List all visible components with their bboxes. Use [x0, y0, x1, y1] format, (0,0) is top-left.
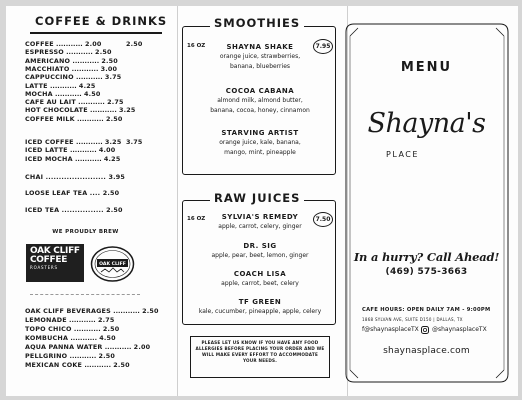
- menu-item-leader: ...........: [52, 89, 84, 98]
- menu-item-row: [25, 343, 165, 351]
- menu-item-leader: ...........: [110, 307, 143, 315]
- menu-item-price: 4.50: [83, 89, 101, 98]
- menu-item-price: 2.50: [98, 352, 116, 360]
- instagram-handle[interactable]: @shaynasplaceTX: [432, 326, 487, 333]
- phone-number[interactable]: (469) 575-3663: [385, 267, 468, 277]
- brand-script-logo: Shayna's: [367, 108, 486, 139]
- menu-item-name: LOOSE LEAF TEA: [25, 189, 88, 197]
- menu-item-name: CHAI: [25, 173, 44, 181]
- menu-item-price: 2.75: [97, 316, 115, 324]
- smoothies-price-badge: 7.95: [313, 39, 333, 54]
- menu-item-row: [25, 73, 165, 81]
- menu-item-leader: ................: [59, 206, 107, 214]
- menu-item-price: 2.50: [113, 361, 130, 369]
- oak-logo-line2: CLIFF: [53, 246, 80, 256]
- oak-cliff-coffee-logo: [26, 244, 84, 282]
- menu-item-leader: ...........: [102, 343, 134, 351]
- menu-item-price: 4.25: [78, 81, 96, 90]
- menu-item-name: ESPRESSO: [25, 48, 64, 57]
- menu-item-price: 2.50: [142, 307, 159, 315]
- menu-item-row: [25, 206, 165, 214]
- menu-item-leader: ...........: [66, 316, 98, 324]
- menu-item-leader: ...........: [73, 138, 105, 146]
- menu-item-leader: ....: [87, 189, 103, 197]
- menu-item-row: [25, 307, 165, 315]
- drink-name: TF GREEN: [238, 298, 282, 306]
- menu-item-price: 2.50: [95, 48, 112, 57]
- menu-item-row: [25, 361, 165, 369]
- menu-item-row: [25, 48, 165, 56]
- menu-item-price: 4.00: [98, 146, 116, 155]
- oak-logo-line1: OAK: [30, 246, 51, 256]
- oak-logo-line4: ROASTERS: [30, 265, 58, 270]
- menu-item-row: [25, 173, 165, 181]
- drink-item: [190, 129, 330, 157]
- facebook-handle[interactable]: f@shaynasplaceTX: [362, 326, 419, 333]
- menu-item-name: ICED COFFEE: [25, 138, 74, 146]
- drink-ingredients: orange juice, strawberries,: [219, 53, 301, 60]
- drink-name: COCOA CABANA: [225, 87, 295, 95]
- menu-item-price: 4.25: [103, 154, 121, 163]
- menu-item-leader: ...........: [47, 81, 79, 90]
- menu-item-leader: ...........: [82, 361, 114, 369]
- menu-item-row: [25, 155, 165, 163]
- coffee-title-rule: [30, 32, 162, 34]
- drink-name: DR. SIG: [243, 242, 277, 250]
- menu-item-price: 2.75: [107, 98, 124, 107]
- drink-item: [190, 213, 330, 231]
- drink-item: [190, 298, 330, 316]
- menu-item-price: 2.50: [102, 189, 120, 197]
- menu-item-leader: ...........: [67, 146, 99, 155]
- menu-item-row: [25, 115, 165, 123]
- drink-ingredients: apple, pear, beet, lemon, ginger: [211, 252, 309, 259]
- menu-item-price: 2.00: [84, 40, 102, 48]
- smoothies-size: 16 OZ: [187, 43, 206, 49]
- drink-item: [190, 242, 330, 260]
- menu-item-row: [25, 65, 165, 73]
- drink-ingredients: almond milk, almond butter,: [217, 97, 303, 104]
- menu-item-row: [25, 138, 165, 146]
- menu-item-leader: ...........: [63, 48, 96, 57]
- menu-item-leader: ...........: [73, 73, 105, 82]
- menu-item-price: 2.50: [102, 325, 120, 333]
- menu-item-leader: ...........: [74, 114, 106, 123]
- menu-item-name: AMERICANO: [25, 56, 71, 65]
- drink-ingredients: apple, carrot, celery, ginger: [218, 223, 302, 230]
- menu-item-leader: ...........: [75, 98, 108, 107]
- drink-ingredients: banana, blueberries: [229, 63, 291, 70]
- drink-name: STARVING ARTIST: [221, 129, 299, 137]
- menu-item-row: [25, 40, 165, 48]
- menu-item-name: ICED TEA: [25, 206, 60, 214]
- menu-item-name: CAPPUCCINO: [25, 73, 74, 82]
- menu-item-leader: ...........: [87, 106, 119, 115]
- menu-item-price-large: 2.50: [126, 40, 143, 48]
- smoothies-title: SMOOTHIES: [210, 16, 304, 30]
- menu-item-name: CAFE AU LAIT: [25, 98, 76, 107]
- instagram-icon: [421, 326, 429, 334]
- drink-item: [190, 270, 330, 288]
- menu-item-name: TOPO CHICO: [25, 325, 72, 333]
- menu-item-row: [25, 90, 165, 98]
- cafe-address: 1868 SYLVAN AVE, SUITE D150 | DALLAS, TX: [362, 317, 463, 322]
- brew-label: WE PROUDLY BREW: [52, 229, 119, 235]
- cafe-hours: CAFE HOURS: OPEN DAILY 7AM - 9:00PM: [362, 307, 491, 313]
- oak-logo-line3: COFFEE: [30, 255, 68, 265]
- menu-item-row: [25, 325, 165, 333]
- menu-item-price: 3.00: [100, 64, 118, 73]
- menu-item-name: COFFEE: [25, 40, 54, 48]
- menu-item-name: HOT CHOCOLATE: [25, 106, 88, 115]
- menu-item-price: 2.50: [105, 114, 123, 123]
- menu-item-row: [25, 189, 165, 197]
- menu-item-price: 4.50: [99, 334, 116, 342]
- menu-item-leader: ...........: [72, 154, 104, 163]
- menu-item-row: [25, 106, 165, 114]
- menu-item-price: 3.25: [104, 138, 122, 146]
- menu-item-name: LEMONADE: [25, 316, 67, 324]
- menu-item-name: ICED MOCHA: [25, 154, 73, 163]
- drink-ingredients: kale, cucumber, pineapple, apple, celery: [198, 308, 322, 315]
- menu-item-price: 3.25: [118, 106, 136, 115]
- menu-item-price-large: 3.75: [126, 138, 143, 146]
- drink-ingredients: apple, carrot, beet, celery: [221, 280, 299, 287]
- menu-item-price: 2.50: [101, 56, 118, 65]
- allergy-notice: PLEASE LET US KNOW IF YOU HAVE ANY FOOD ALLERGIES BEFORE PLACING YOUR ORDER AND WE WILL MAKE EVERY EFFORT TO ACCOMMODATE YOUR NEEDS.: [190, 336, 330, 378]
- menu-item-name: KOMBUCHA: [25, 334, 69, 342]
- juices-price-badge: 7.50: [313, 212, 333, 227]
- menu-item-price: 2.50: [106, 206, 123, 214]
- menu-item-row: [25, 334, 165, 342]
- drink-ingredients: banana, cocoa, honey, cinnamon: [210, 107, 310, 114]
- menu-item-row: [25, 352, 165, 360]
- menu-item-row: [25, 146, 165, 154]
- menu-item-name: LATTE: [25, 81, 48, 90]
- menu-item-leader: ...........: [69, 64, 101, 73]
- drink-item: [190, 43, 330, 71]
- drink-name: COACH LISA: [233, 270, 287, 278]
- menu-item-price: 3.75: [104, 73, 122, 82]
- brand-place: PLACE: [386, 150, 419, 159]
- menu-item-leader: ...........: [53, 40, 85, 48]
- menu-item-name: ICED LATTE: [25, 146, 68, 155]
- drink-ingredients: mango, mint, pineapple: [224, 149, 296, 156]
- menu-item-name: MACCHIATO: [25, 64, 70, 73]
- menu-item-name: PELLGRINO: [25, 352, 68, 360]
- menu-item-leader: .......................: [43, 173, 109, 181]
- juices-title: RAW JUICES: [210, 191, 304, 205]
- oak-cliff-beverage-logo: [90, 245, 135, 283]
- menu-item-leader: ...........: [68, 334, 100, 342]
- menu-item-row: [25, 316, 165, 324]
- menu-item-name: MEXICAN COKE: [25, 361, 83, 369]
- menu-item-leader: ...........: [67, 352, 99, 360]
- website-link[interactable]: shaynasplace.com: [383, 346, 470, 356]
- menu-item-row: [25, 82, 165, 90]
- menu-item-price: 2.00: [133, 343, 151, 351]
- pack-logo-text: OAK CLIFF: [99, 262, 126, 268]
- menu-item-leader: ...........: [70, 56, 102, 65]
- drink-ingredients: orange juice, kale, banana,: [219, 139, 301, 146]
- menu-item-name: AQUA PANNA WATER: [25, 343, 103, 351]
- drink-name: SYLVIA'S REMEDY: [221, 213, 299, 221]
- menu-item-leader: ...........: [71, 325, 103, 333]
- fold-line-left: [177, 6, 178, 396]
- menu-item-price: 3.95: [108, 173, 126, 181]
- menu-item-name: MOCHA: [25, 89, 53, 98]
- coffee-title: COFFEE & DRINKS: [35, 14, 168, 28]
- menu-item-name: COFFEE MILK: [25, 114, 75, 123]
- menu-heading: MENU: [400, 60, 453, 75]
- drink-item: [190, 87, 330, 115]
- juices-size: 16 OZ: [187, 216, 206, 222]
- section-divider: [30, 294, 140, 295]
- call-ahead-text: In a hurry? Call Ahead!: [353, 250, 500, 264]
- menu-item-name: OAK CLIFF BEVERAGES: [25, 307, 111, 315]
- menu-item-row: [25, 57, 165, 65]
- menu-item-row: [25, 98, 165, 106]
- drink-name: SHAYNA SHAKE: [226, 43, 294, 51]
